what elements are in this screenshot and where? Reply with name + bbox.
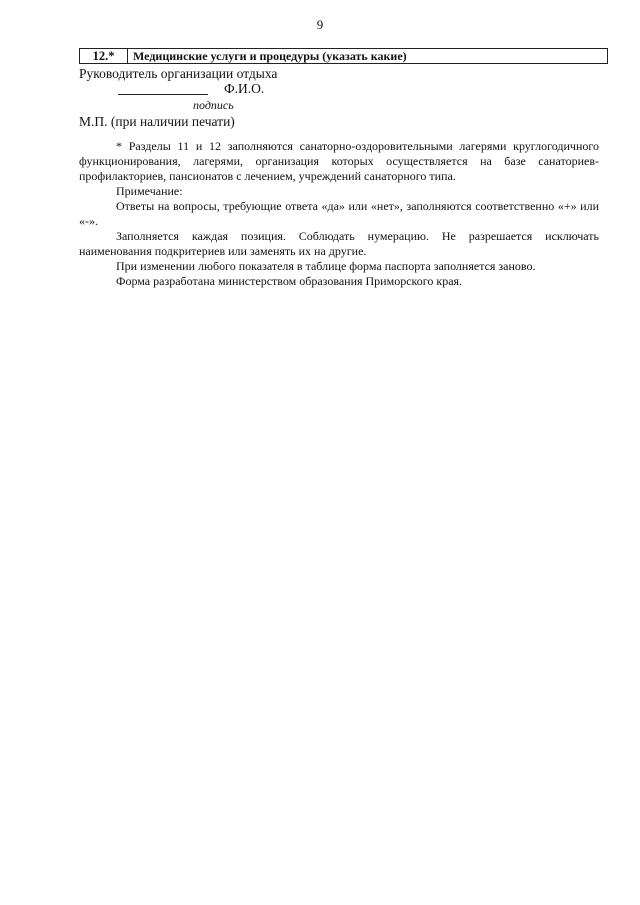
note-changes: При изменении любого показателя в таблице форма паспорта заполняется заново. [116,259,536,273]
signature-caption: подпись [193,98,234,112]
notes-section [79,139,599,289]
note-footnote: * Разделы 11 и 12 заполняются санаторно-оздоровительными лагерями круглогодичного функционирования, лагерями, организация которых осуществляется на базе санаториев-профилакториев, пансионатов с лечением, учреждений санаторного типа. [79,139,599,183]
stamp-label: М.П. (при наличии печати) [79,114,235,129]
note-answers: Ответы на вопросы, требующие ответа «да» или «нет», заполняются соответственно «+» или «-». [79,199,599,228]
row-number: 12.* [80,49,128,63]
page-number: 9 [316,17,324,32]
note-heading: Примечание: [116,184,183,198]
row-text: Медицинские услуги и процедуры (указать какие) [133,49,407,63]
note-authorship: Форма разработана министерством образования Приморского края. [116,274,463,288]
head-label: Руководитель организации отдыха [79,66,278,81]
fio-label: Ф.И.О. [224,81,265,96]
signature-line [118,94,208,95]
table-row-12 [79,48,608,64]
note-positions: Заполняется каждая позиция. Соблюдать нумерацию. Не разрешается исключать наименования подкритериев или заменять их на другие. [79,229,599,258]
